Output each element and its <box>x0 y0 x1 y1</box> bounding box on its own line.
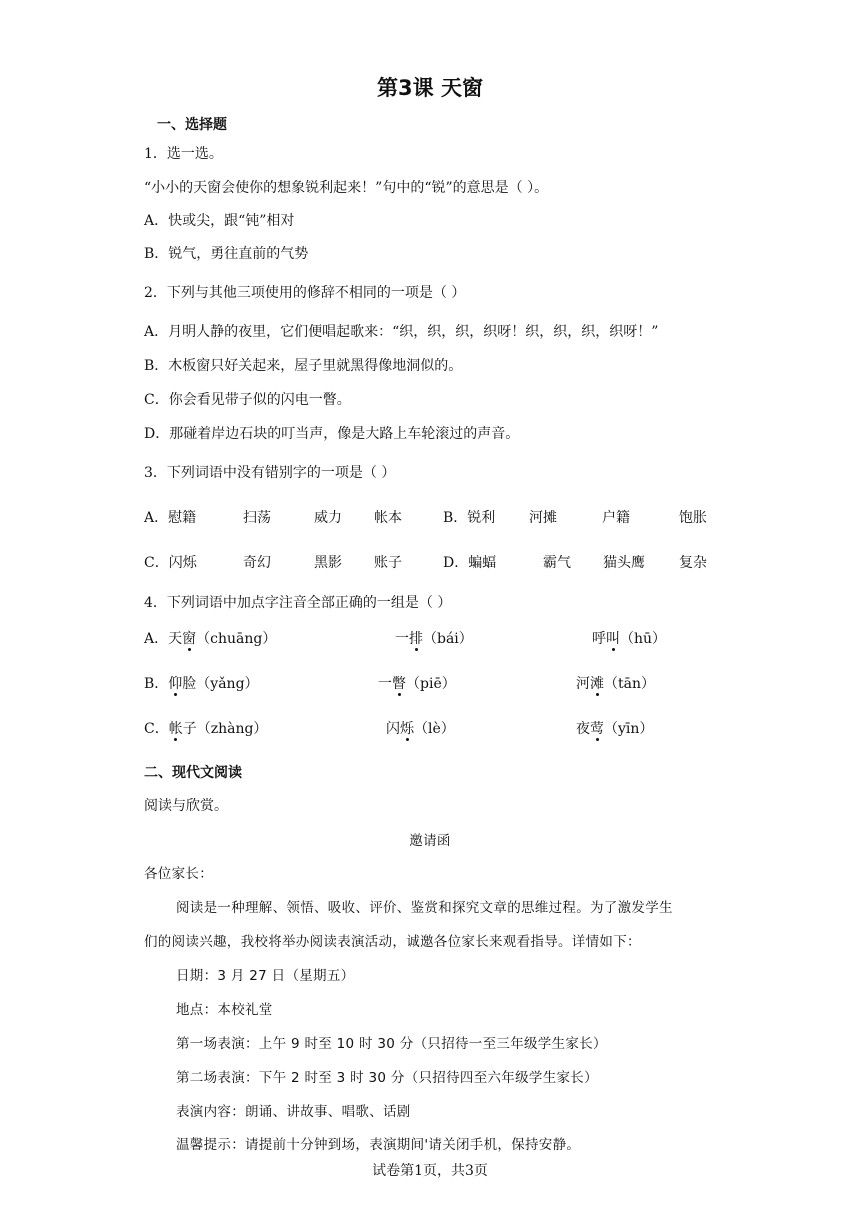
question-4-option-b-item-1 <box>144 673 259 693</box>
page-title: 第3课 天窗 <box>377 76 483 100</box>
question-3-option-d-word-3: 猫头鹰 <box>603 555 645 571</box>
letter-show-1: 第一场表演：上午 9 时至 10 时 30 分（只招待一至三年级学生家长） <box>176 1036 607 1052</box>
question-3-option-b-word-1: B．锐利 <box>443 510 496 526</box>
item-text: A．天 <box>144 631 183 647</box>
question-3-option-b-word-4: 饱胀 <box>679 510 707 526</box>
question-3-option-c-word-2: 奇幻 <box>243 555 271 571</box>
letter-content: 表演内容：朗诵、讲故事、唱歌、话剧 <box>176 1104 411 1120</box>
reading-intro: 阅读与欣赏。 <box>144 798 228 814</box>
item-pinyin: （hū） <box>620 631 667 647</box>
question-3-option-c-word-4: 账子 <box>374 555 402 571</box>
question-3-option-a-word-2: 扫荡 <box>243 510 271 526</box>
item-text: B． <box>144 676 169 692</box>
letter-tips: 温馨提示：请提前十分钟到场，表演期间'请关闭手机，保持安静。 <box>176 1137 581 1153</box>
question-4-option-c-item-3 <box>576 718 653 738</box>
letter-show-2: 第二场表演：下午 2 时至 3 时 30 分（只招待四至六年级学生家长） <box>176 1070 598 1086</box>
item-pinyin: （chuāng） <box>196 631 277 647</box>
question-3-option-a-word-4: 帐本 <box>374 510 402 526</box>
dotted-character: 仰 <box>168 676 183 692</box>
question-1-option-a: A．快或尖，跟“钝”相对 <box>144 213 295 229</box>
dotted-character: 烁 <box>400 721 414 737</box>
letter-salutation: 各位家长： <box>144 866 213 882</box>
question-4-heading: 4．下列词语中加点字注音全部正确的一组是（ ） <box>144 595 452 611</box>
question-3-option-a-word-3: 威力 <box>314 510 342 526</box>
letter-paragraph-line-1: 阅读是一种理解、领悟、吸收、评价、鉴赏和探究文章的思维过程。为了激发学生 <box>176 900 673 916</box>
question-4-option-c-item-1 <box>144 718 267 738</box>
question-3-option-b-word-3: 户籍 <box>602 510 630 526</box>
dotted-character: 莺 <box>590 721 604 737</box>
question-3-option-c-word-1: C．闪烁 <box>144 555 197 571</box>
item-text: 一 <box>395 631 409 647</box>
question-2-option-c: C．你会看见带子似的闪电一瞥。 <box>144 392 351 408</box>
question-4-option-a-item-2 <box>395 628 473 648</box>
item-pinyin: （piē） <box>406 676 456 692</box>
question-3-heading: 3．下列词语中没有错别字的一项是（ ） <box>144 465 396 481</box>
item-text: 夜 <box>576 721 590 737</box>
letter-title: 邀请函 <box>409 833 451 849</box>
page-footer: 试卷第1页，共3页 <box>372 1163 488 1179</box>
question-3-option-b-word-2: 河摊 <box>529 510 557 526</box>
item-text: 呼 <box>592 631 606 647</box>
item-text: 河 <box>576 676 590 692</box>
question-3-option-a-word-1: A．慰籍 <box>144 510 197 526</box>
question-3-option-c-word-3: 黑影 <box>314 555 342 571</box>
question-1-heading: 1．选一选。 <box>144 146 223 162</box>
item-pinyin: （yīn） <box>604 721 654 737</box>
item-pinyin: 子（zhàng） <box>182 721 268 737</box>
question-3-option-d-word-4: 复杂 <box>679 555 707 571</box>
item-pinyin: （tān） <box>604 676 655 692</box>
item-text: C． <box>144 721 169 737</box>
question-2-option-b: B．木板窗只好关起来，屋子里就黑得像地洞似的。 <box>144 358 463 374</box>
question-4-option-b-item-3 <box>576 673 655 693</box>
question-4-option-a-item-3 <box>592 628 666 648</box>
question-1-option-b: B．锐气，勇往直前的气势 <box>144 246 309 262</box>
dotted-character: 窗 <box>182 631 197 647</box>
letter-place: 地点：本校礼堂 <box>176 1002 273 1018</box>
dotted-character: 滩 <box>590 676 604 692</box>
question-2-option-d: D．那碰着岸边石块的叮当声，像是大路上车轮滚过的声音。 <box>144 426 520 442</box>
dotted-character: 排 <box>409 631 423 647</box>
question-1-stem: “小小的天窗会使你的想象锐利起来！”句中的“锐”的意思是（ ）。 <box>144 180 549 196</box>
question-4-option-b-item-2 <box>378 673 456 693</box>
section-heading-reading: 二、现代文阅读 <box>144 765 242 781</box>
dotted-character: 叫 <box>606 631 620 647</box>
letter-date: 日期：3 月 27 日（星期五） <box>176 968 355 984</box>
item-text: 一 <box>378 676 392 692</box>
dotted-character: 帐 <box>168 721 183 737</box>
letter-paragraph-line-2: 们的阅读兴趣，我校将举办阅读表演活动，诚邀各位家长来观看指导。详情如下： <box>144 934 641 950</box>
item-pinyin: （lè） <box>414 721 455 737</box>
question-4-option-a-item-1 <box>144 628 276 648</box>
question-2-heading: 2．下列与其他三项使用的修辞不相同的一项是（ ） <box>144 285 466 301</box>
question-2-option-a: A．月明人静的夜里，它们便唱起歌来：“织，织，织，织呀！织，织，织，织呀！” <box>144 324 659 340</box>
item-text: 闪 <box>386 721 400 737</box>
item-pinyin: （bái） <box>423 631 473 647</box>
section-heading-choice: 一、选择题 <box>157 117 227 133</box>
item-pinyin: 脸（yǎng） <box>182 676 259 692</box>
question-4-option-c-item-2 <box>386 718 455 738</box>
dotted-character: 瞥 <box>392 676 406 692</box>
question-3-option-d-word-1: D．蝙蝠 <box>443 555 497 571</box>
question-3-option-d-word-2: 霸气 <box>543 555 571 571</box>
